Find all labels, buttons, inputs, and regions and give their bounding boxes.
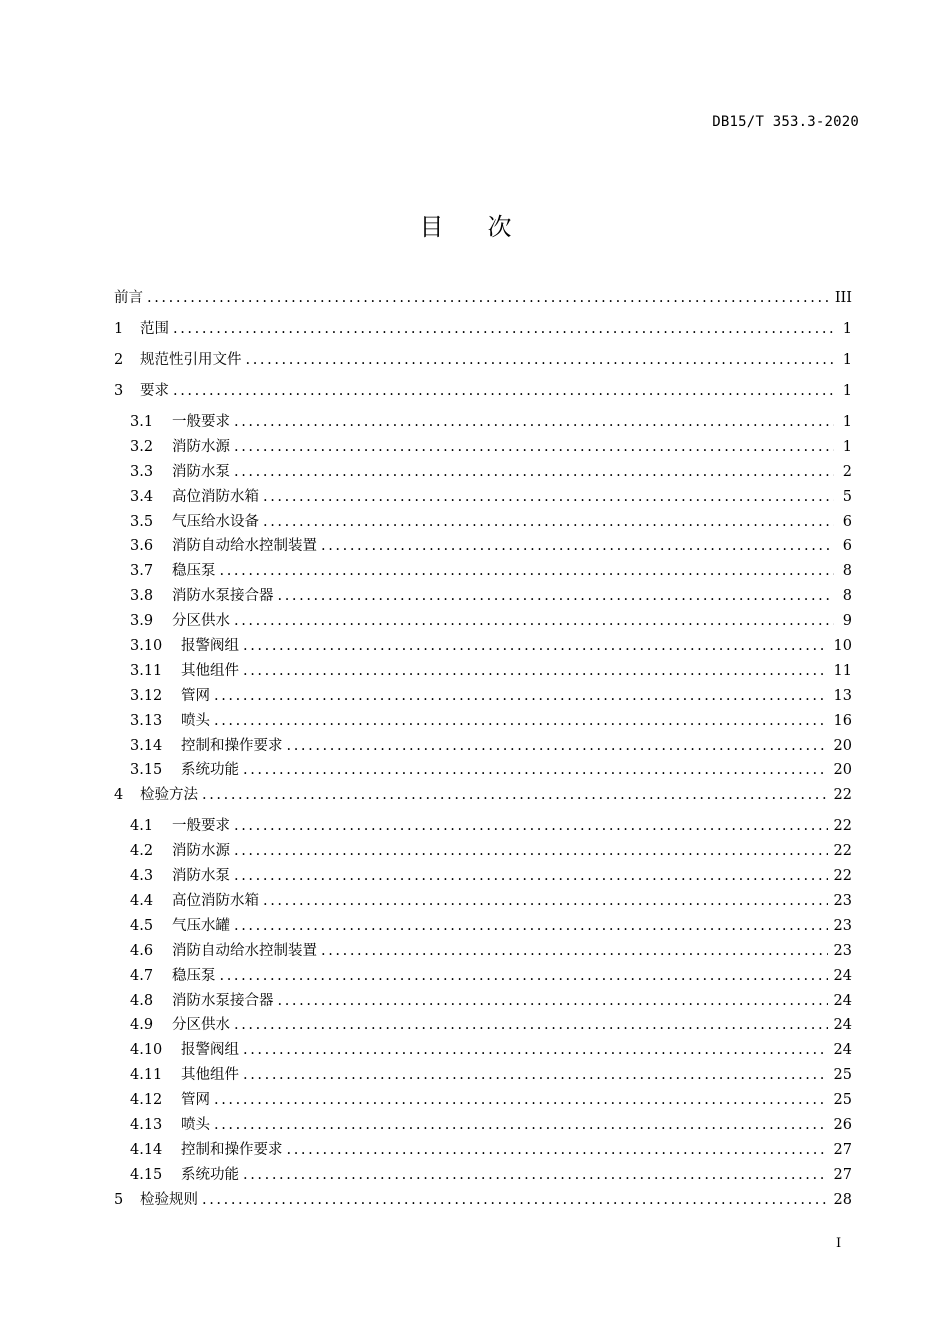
toc-entry-page: 20 — [833, 737, 852, 754]
toc-leader-dots — [263, 510, 834, 535]
toc-entry-number: 3.9 — [130, 613, 154, 630]
toc-entry[interactable] — [114, 964, 852, 989]
document-code: DB15/T 353.3-2020 — [712, 114, 859, 130]
toc-entry-page: 22 — [833, 787, 852, 804]
toc-entry-number: 3.12 — [130, 687, 163, 704]
toc-entry-number: 3.10 — [130, 638, 163, 655]
toc-title: 目次 — [419, 213, 556, 241]
toc-entry-number: 4.11 — [130, 1067, 163, 1084]
toc-entry-page: 1 — [842, 383, 852, 399]
toc-entry-page: 23 — [833, 917, 852, 934]
toc-entry[interactable] — [114, 559, 852, 584]
toc-entry[interactable] — [114, 317, 852, 348]
toc-entry[interactable] — [114, 989, 852, 1014]
toc-entry-title: 消防水源 — [172, 438, 230, 455]
toc-entry-number: 4.10 — [130, 1042, 163, 1059]
toc-entry-page: 1 — [842, 352, 852, 368]
toc-leader-dots — [234, 914, 828, 939]
toc-leader-dots — [214, 1113, 828, 1138]
toc-entry-page: 8 — [842, 588, 852, 605]
toc-entry-title: 消防水泵接合器 — [172, 588, 274, 605]
toc-leader-dots — [243, 1063, 828, 1088]
toc-entry-page: 6 — [842, 538, 852, 555]
toc-leader-dots — [234, 839, 828, 864]
toc-entry-title: 消防自动给水控制装置 — [172, 942, 317, 959]
toc-entry-number: 3.1 — [130, 414, 154, 430]
toc-entry-number: 3.8 — [130, 588, 154, 605]
toc-entry-page: 24 — [833, 967, 852, 984]
toc-entry[interactable] — [114, 814, 852, 839]
toc-entry-title: 规范性引用文件 — [140, 352, 242, 368]
toc-entry[interactable] — [114, 1063, 852, 1088]
toc-leader-dots — [173, 379, 834, 403]
toc-entry-title: 控制和操作要求 — [181, 737, 283, 754]
toc-leader-dots — [234, 460, 834, 485]
toc-leader-dots — [263, 889, 828, 914]
toc-leader-dots — [214, 1088, 828, 1113]
toc-entry-page: 1 — [842, 414, 852, 430]
toc-entry-number: 4.8 — [130, 992, 154, 1009]
toc-entry-page: 28 — [833, 1191, 852, 1208]
toc-entry-page: 11 — [833, 662, 852, 679]
toc-leader-dots — [220, 964, 828, 989]
toc-entry-number: 4.6 — [130, 942, 154, 959]
toc-entry-title: 分区供水 — [172, 613, 230, 630]
toc-entry-number: 2 — [114, 352, 124, 368]
toc-entry[interactable] — [114, 1188, 852, 1219]
toc-leader-dots — [287, 734, 828, 759]
toc-entry-title: 系统功能 — [181, 1166, 239, 1183]
toc-entry-page: 27 — [833, 1141, 852, 1158]
toc-entry-title: 要求 — [140, 383, 169, 399]
toc-entry[interactable] — [114, 684, 852, 709]
toc-entry-number: 3.2 — [130, 438, 154, 455]
toc-entry[interactable] — [114, 734, 852, 759]
toc-entry-page: 2 — [842, 463, 852, 480]
toc-entry[interactable] — [114, 510, 852, 535]
toc-entry-number: 3.5 — [130, 513, 154, 530]
toc-entry-page: 9 — [842, 613, 852, 630]
toc-entry[interactable] — [114, 939, 852, 964]
toc-entry[interactable] — [114, 584, 852, 609]
toc-entry[interactable] — [114, 659, 852, 684]
toc-leader-dots — [243, 634, 828, 659]
toc-leader-dots — [147, 286, 829, 310]
toc-entry-title: 其他组件 — [181, 662, 239, 679]
toc-entry[interactable] — [114, 709, 852, 734]
toc-entry-number: 4.2 — [130, 843, 154, 860]
toc-entry-number: 4.9 — [130, 1017, 154, 1034]
toc-entry-number: 4.14 — [130, 1141, 163, 1158]
toc-entry[interactable] — [114, 485, 852, 510]
toc-entry-page: 22 — [833, 843, 852, 860]
toc-entry-page: 5 — [842, 488, 852, 505]
toc-entry-number: 3.4 — [130, 488, 154, 505]
toc-leader-dots — [234, 864, 828, 889]
toc-entry-page: 26 — [833, 1117, 852, 1134]
toc-entry-number: 4.5 — [130, 917, 154, 934]
toc-entry[interactable] — [114, 348, 852, 379]
toc-leader-dots — [202, 783, 828, 807]
toc-entry-title: 管网 — [181, 687, 210, 704]
toc-entry-page: 24 — [833, 1017, 852, 1034]
toc-leader-dots — [214, 709, 828, 734]
toc-entry-title: 一般要求 — [172, 414, 230, 430]
toc-leader-dots — [287, 1138, 828, 1163]
toc-leader-dots — [243, 758, 828, 783]
toc-leader-dots — [234, 1013, 828, 1038]
toc-leader-dots — [173, 317, 834, 341]
toc-entry-number: 4.7 — [130, 967, 154, 984]
toc-entry-number: 4.13 — [130, 1117, 163, 1134]
toc-leader-dots — [321, 939, 828, 964]
toc-leader-dots — [246, 348, 835, 372]
toc-leader-dots — [234, 609, 834, 634]
toc-entry-number: 3 — [114, 383, 124, 399]
toc-entry-title: 控制和操作要求 — [181, 1141, 283, 1158]
toc-leader-dots — [234, 410, 834, 435]
toc-leader-dots — [263, 485, 834, 510]
toc-leader-dots — [220, 559, 835, 584]
toc-entry-number: 4.12 — [130, 1092, 163, 1109]
toc-entry-number: 3.3 — [130, 463, 154, 480]
toc-entry[interactable] — [114, 1138, 852, 1163]
toc-entry[interactable] — [114, 1038, 852, 1063]
toc-entry-title: 检验规则 — [140, 1191, 198, 1208]
toc-entry-title: 消防水泵接合器 — [172, 992, 274, 1009]
toc-leader-dots — [214, 684, 828, 709]
toc-entry-number: 5 — [114, 1191, 124, 1208]
toc-leader-dots — [243, 1163, 828, 1188]
toc-entry-title: 高位消防水箱 — [172, 488, 259, 505]
toc-entry-page: 10 — [833, 638, 852, 655]
toc-entry-title: 分区供水 — [172, 1017, 230, 1034]
toc-entry-title: 喷头 — [181, 1117, 210, 1134]
toc-entry[interactable] — [114, 286, 852, 317]
toc-leader-dots — [202, 1188, 828, 1212]
toc-entry[interactable] — [114, 783, 852, 814]
toc-entry-number: 4 — [114, 787, 124, 804]
toc-entry-title: 消防水源 — [172, 843, 230, 860]
toc-leader-dots — [321, 534, 834, 559]
toc-entry-page: 1 — [842, 321, 852, 337]
toc-entry-page: 23 — [833, 893, 852, 910]
toc-entry-page: 6 — [842, 513, 852, 530]
toc-entry[interactable] — [114, 1088, 852, 1113]
toc-entry-number: 3.15 — [130, 762, 163, 779]
toc-entry[interactable] — [114, 410, 852, 435]
toc-entry-page: 24 — [833, 1042, 852, 1059]
toc-entry-title: 稳压泵 — [172, 967, 216, 984]
toc-entry-title: 气压水罐 — [172, 917, 230, 934]
toc-entry-number: 4.3 — [130, 868, 154, 885]
toc-leader-dots — [243, 1038, 828, 1063]
toc-entry-number: 4.4 — [130, 893, 154, 910]
toc-entry[interactable] — [114, 914, 852, 939]
toc-entry-title: 消防自动给水控制装置 — [172, 538, 317, 555]
toc-entry-page: 25 — [833, 1067, 852, 1084]
toc-entry-title: 检验方法 — [140, 787, 198, 804]
toc-leader-dots — [243, 659, 828, 684]
toc-entry-title: 稳压泵 — [172, 563, 216, 580]
toc-entry-title: 消防水泵 — [172, 868, 230, 885]
toc-entry-page: 22 — [833, 818, 852, 835]
toc-entry-number: 4.1 — [130, 818, 154, 835]
toc-entry-title: 系统功能 — [181, 762, 239, 779]
toc-entry[interactable] — [114, 1163, 852, 1188]
toc-entry-page: 1 — [842, 438, 852, 455]
toc-entry-title: 高位消防水箱 — [172, 893, 259, 910]
toc-entry-page: 13 — [833, 687, 852, 704]
toc-entry[interactable] — [114, 460, 852, 485]
toc-entry-number: 3.14 — [130, 737, 163, 754]
toc-entry-page: 25 — [833, 1092, 852, 1109]
toc-leader-dots — [278, 989, 828, 1014]
toc-entry-title: 报警阀组 — [181, 1042, 239, 1059]
toc-leader-dots — [234, 435, 834, 460]
toc-entry[interactable] — [114, 758, 852, 783]
toc-entry-page: 27 — [833, 1166, 852, 1183]
toc-entry[interactable] — [114, 609, 852, 634]
toc-entry[interactable] — [114, 864, 852, 889]
toc-entry-page: 20 — [833, 762, 852, 779]
toc-entry[interactable] — [114, 839, 852, 864]
toc-entry-page: 24 — [833, 992, 852, 1009]
toc-entry-number: 3.11 — [130, 662, 163, 679]
toc-entry-title: 喷头 — [181, 712, 210, 729]
toc-entry[interactable] — [114, 1013, 852, 1038]
toc-entry-title: 消防水泵 — [172, 463, 230, 480]
toc-entry-number: 4.15 — [130, 1166, 163, 1183]
toc-entry-number: 3.13 — [130, 712, 163, 729]
toc-entry[interactable] — [114, 1113, 852, 1138]
toc-entry-number: 3.7 — [130, 563, 154, 580]
toc-entry-title: 气压给水设备 — [172, 513, 259, 530]
toc-entry-page: III — [834, 290, 852, 306]
toc-entry[interactable] — [114, 534, 852, 559]
toc-entry-title: 前言 — [114, 290, 143, 306]
toc-entry-title: 一般要求 — [172, 818, 230, 835]
toc-entry-page: 8 — [842, 563, 852, 580]
toc-entry[interactable] — [114, 435, 852, 460]
toc-entry-title: 范围 — [140, 321, 169, 337]
toc-entry-number: 3.6 — [130, 538, 154, 555]
toc-entry-page: 16 — [833, 712, 852, 729]
toc-entry[interactable] — [114, 634, 852, 659]
toc-leader-dots — [278, 584, 835, 609]
footer-page-number: I — [836, 1236, 842, 1251]
toc-leader-dots — [234, 814, 828, 839]
toc-entry-title: 报警阀组 — [181, 638, 239, 655]
toc-entry[interactable] — [114, 889, 852, 914]
table-of-contents — [114, 286, 852, 1219]
toc-entry-title: 其他组件 — [181, 1067, 239, 1084]
toc-entry-title: 管网 — [181, 1092, 210, 1109]
toc-entry[interactable] — [114, 379, 852, 410]
toc-entry-page: 22 — [833, 868, 852, 885]
toc-entry-number: 1 — [114, 321, 124, 337]
toc-entry-page: 23 — [833, 942, 852, 959]
